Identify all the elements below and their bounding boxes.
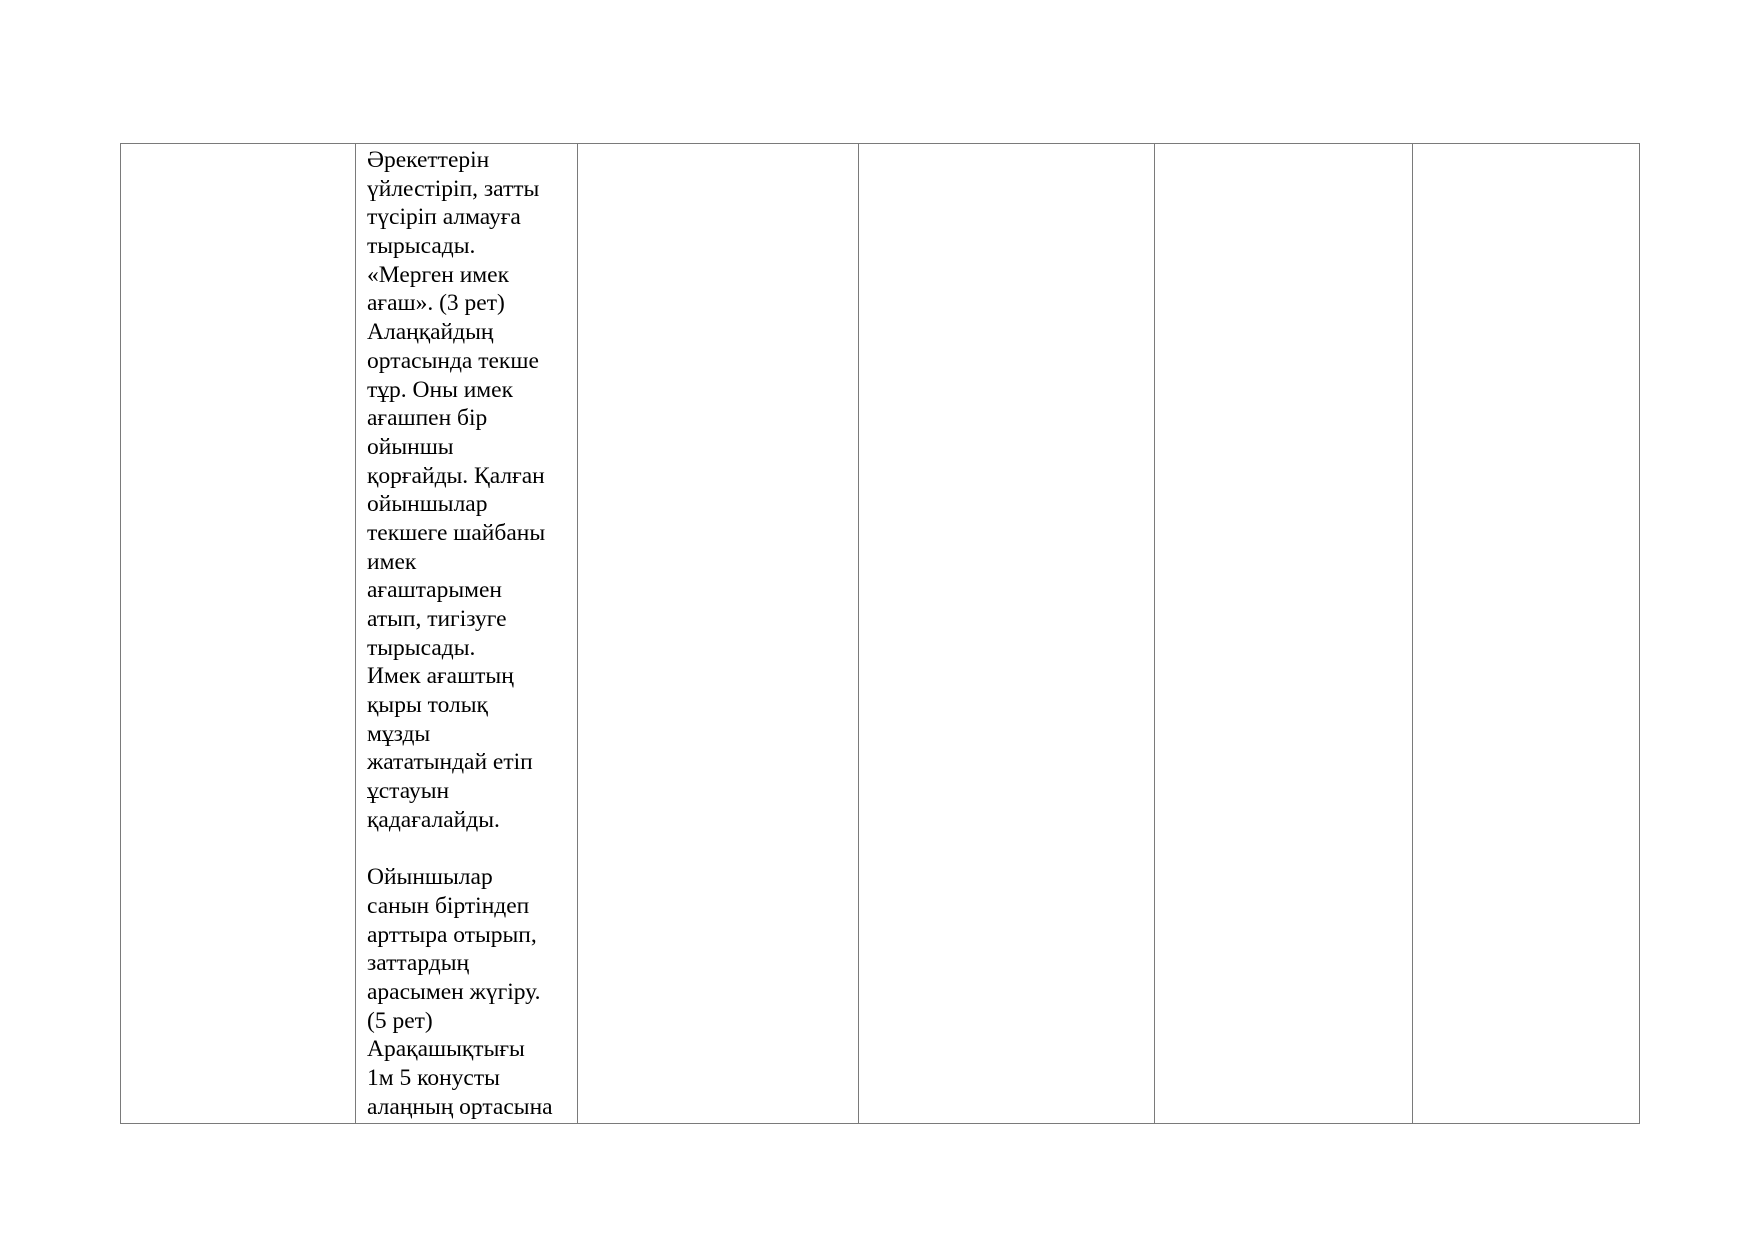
text-line: арасымен жүгіру. [367, 978, 541, 1005]
table-cell-6 [1413, 144, 1640, 1124]
text-line: 1м 5 конусты [367, 1065, 500, 1091]
text-line: Алаңқайдың [367, 319, 494, 346]
table-row [121, 144, 1640, 1124]
text-line: қыры толық [367, 692, 488, 719]
table-cell-1 [121, 144, 356, 1124]
text-line: Арақашықтығы [367, 1036, 525, 1063]
text-line: Әрекеттерін [367, 147, 490, 173]
text-line: атып, тигізуге [367, 606, 507, 632]
text-line: санын біртіндеп [367, 892, 530, 919]
table-cell-3 [578, 144, 859, 1124]
table-cell-5 [1155, 144, 1413, 1124]
text-line: имек [367, 548, 417, 575]
text-line: заттардың [367, 950, 470, 977]
text-line: текшеге шайбаны [367, 519, 546, 546]
text-line: ағашпен бір [367, 405, 488, 432]
text-line: қорғайды. Қалған [367, 462, 545, 489]
table-cell-4 [859, 144, 1155, 1124]
text-line: (5 рет) [367, 1007, 433, 1034]
text-line: ортасында текше [367, 347, 539, 374]
text-line: жататындай етіп [367, 749, 533, 776]
blank-line [367, 835, 569, 864]
text-line: ағаштарымен [367, 577, 502, 604]
text-line: тырысады. [367, 634, 476, 661]
text-line: тырысады. [367, 233, 476, 260]
table-cell-2 [356, 144, 578, 1124]
text-line: «Мерген имек [367, 261, 510, 288]
text-line: үйлестіріп, затты [367, 175, 540, 202]
text-line: арттыра отырып, [367, 921, 537, 948]
text-line: Ойыншылар [367, 864, 493, 891]
text-line: ойыншылар [367, 491, 488, 518]
text-line: ағаш». (3 рет) [367, 290, 505, 317]
text-line: алаңның ортасына [367, 1093, 553, 1120]
text-line: мұзды [367, 720, 431, 747]
text-line: ойыншы [367, 433, 454, 460]
cell-paragraph [356, 144, 577, 1121]
document-table [120, 143, 1640, 1124]
text-line: Имек ағаштың [367, 663, 514, 690]
text-line: қадағалайды. [367, 806, 500, 833]
text-line: түсіріп алмауға [367, 204, 521, 231]
text-line: ұстауын [367, 778, 450, 805]
text-line: тұр. Оны имек [367, 376, 514, 403]
